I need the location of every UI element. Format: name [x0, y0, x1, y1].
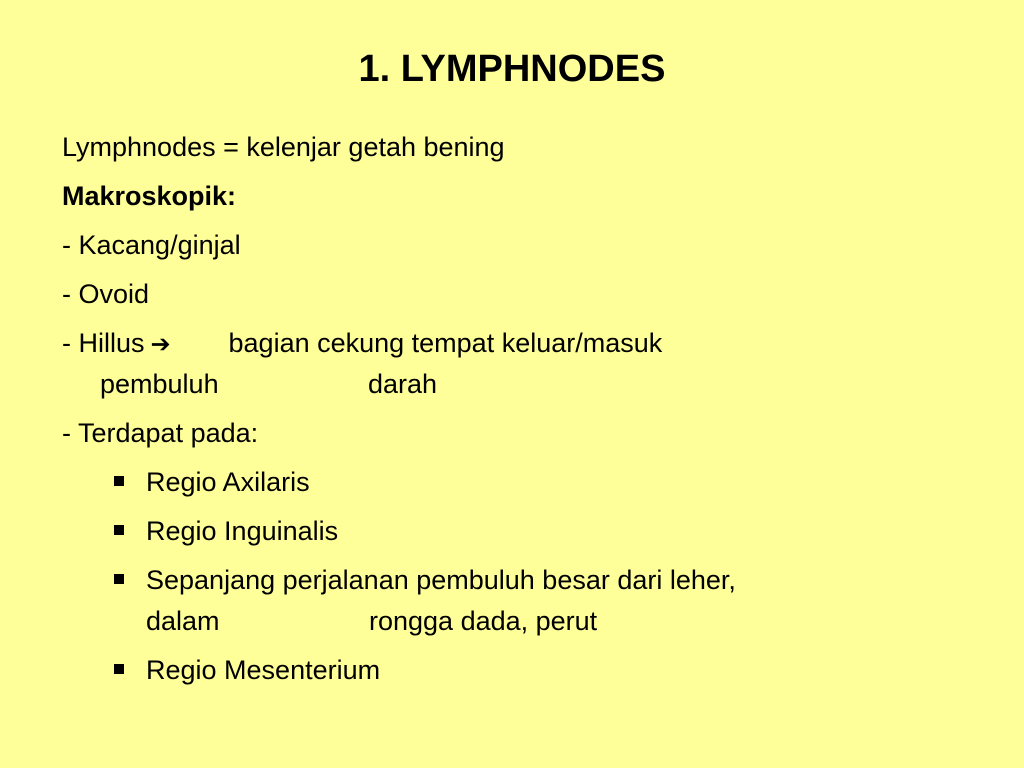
- location-axilaris: Regio Axilaris: [146, 467, 310, 497]
- hillus-continuation: [100, 368, 437, 400]
- arrow-right-icon: ➔: [150, 331, 171, 358]
- square-bullet-icon: [114, 525, 124, 535]
- location-word-dalam: dalam: [146, 606, 220, 636]
- location-mesenterium: Regio Mesenterium: [146, 655, 381, 685]
- hillus-label: - Hillus: [62, 328, 145, 358]
- location-sepanjang-continuation: [146, 605, 597, 637]
- hillus-word-darah: darah: [368, 369, 438, 399]
- square-bullet-icon: [114, 476, 124, 486]
- location-word-rongga: rongga dada, perut: [369, 606, 598, 636]
- definition-text: Lymphnodes = kelenjar getah bening: [62, 132, 505, 162]
- list-item-kacang: - Kacang/ginjal: [62, 230, 241, 260]
- slide-title: 1. LYMPHNODES: [358, 48, 666, 90]
- list-item-hillus: [62, 327, 662, 361]
- hillus-description: bagian cekung tempat keluar/masuk: [228, 328, 663, 358]
- location-sepanjang: Sepanjang perjalanan pembuluh besar dari leher,: [146, 565, 736, 595]
- terdapat-label: - Terdapat pada:: [62, 418, 259, 448]
- hillus-word-pembuluh: pembuluh: [100, 369, 219, 399]
- section-heading: Makroskopik:: [62, 181, 237, 211]
- location-inguinalis: Regio Inguinalis: [146, 516, 339, 546]
- list-item-ovoid: - Ovoid: [62, 279, 150, 309]
- square-bullet-icon: [114, 574, 124, 584]
- square-bullet-icon: [114, 664, 124, 674]
